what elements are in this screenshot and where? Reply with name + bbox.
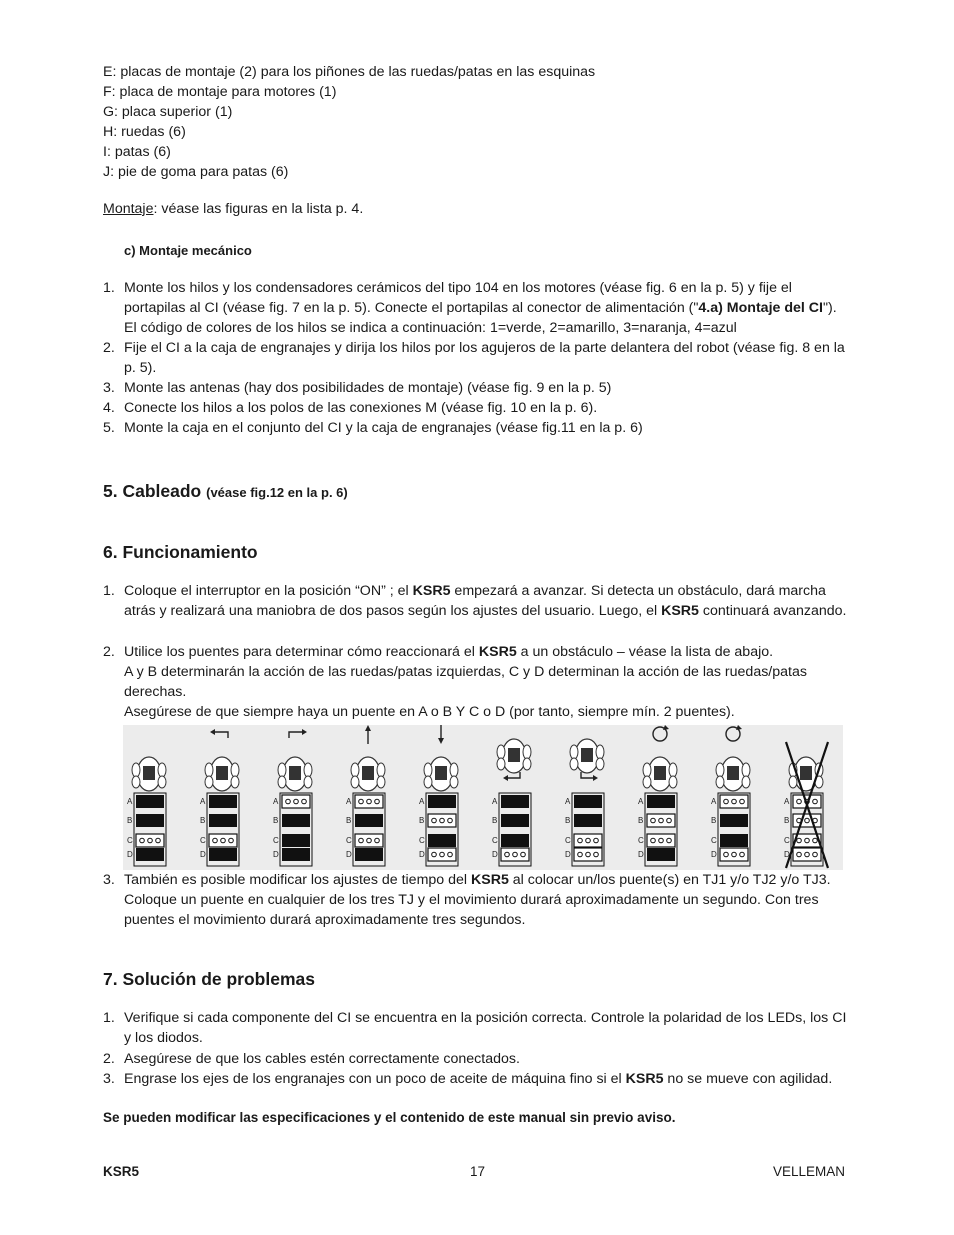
jumper-closed bbox=[574, 814, 602, 827]
jumper-label: D bbox=[492, 850, 498, 859]
robot-leg-icon bbox=[570, 758, 578, 770]
robot-leg-icon bbox=[742, 776, 750, 788]
robot-leg-icon bbox=[596, 758, 604, 770]
robot-leg-icon bbox=[643, 776, 651, 788]
subsection-title: c) Montaje mecánico bbox=[124, 243, 252, 258]
section-6-heading: 6. Funcionamiento bbox=[103, 542, 258, 562]
jumper-label: C bbox=[711, 836, 717, 845]
jumper-label: C bbox=[419, 836, 425, 845]
op-step-2: Utilice los puentes para determinar cómo reaccionará el KSR5 a un obstáculo – véase la lista de abajo. A y B determinarán la acción de las ruedas/patas izquierdas, C y D determinan la acción de las ruedas/patas derechas. Asegúrese de que siempre haya un puente en A o B Y C o D (por tanto, siempre mín. 2 puentes). bbox=[124, 644, 807, 720]
robot-leg-icon bbox=[158, 776, 166, 788]
jumper-open bbox=[574, 834, 602, 847]
robot-leg-icon bbox=[523, 758, 531, 770]
parts-item-j: J: pie de goma para patas (6) bbox=[103, 164, 289, 180]
jumper-label: C bbox=[565, 836, 571, 845]
montaje-label: Montaje bbox=[103, 201, 154, 217]
section-5-heading: 5. Cableado (véase fig.12 en la p. 6) bbox=[103, 481, 348, 501]
jumper-closed bbox=[136, 848, 164, 861]
op-step-3: También es posible modificar los ajustes de tiempo del KSR5 al colocar un/los puente(s) en TJ1 y/o TJ2 y/o TJ3. Coloque un puente en cualquier de los tres TJ y el movimiento durará aproximadamente un segundo. Con tres puentes el movimiento durará aproximadamente tres segundos. bbox=[124, 872, 831, 928]
step-number: 2. bbox=[103, 1051, 115, 1067]
robot-core-icon bbox=[581, 748, 593, 762]
jumper-closed bbox=[209, 848, 237, 861]
robot-leg-icon bbox=[205, 776, 213, 788]
jumper-open bbox=[720, 795, 748, 808]
jumper-closed bbox=[282, 814, 310, 827]
robot-leg-icon bbox=[351, 776, 359, 788]
jumper-label: A bbox=[638, 797, 644, 806]
jumper-label: B bbox=[784, 816, 790, 825]
jumper-closed bbox=[574, 795, 602, 808]
step-number: 1. bbox=[103, 280, 115, 296]
jumper-label: B bbox=[419, 816, 425, 825]
jumper-closed bbox=[209, 814, 237, 827]
jumper-closed bbox=[720, 814, 748, 827]
robot-leg-icon bbox=[716, 776, 724, 788]
jumper-label: D bbox=[127, 850, 133, 859]
robot-leg-icon bbox=[278, 763, 286, 777]
jumper-closed bbox=[355, 814, 383, 827]
jumper-label: C bbox=[784, 836, 790, 845]
jumper-label: A bbox=[784, 797, 790, 806]
step-number: 3. bbox=[103, 1071, 115, 1087]
jumper-label: A bbox=[273, 797, 279, 806]
jumper-label: D bbox=[200, 850, 206, 859]
jumper-closed bbox=[501, 814, 529, 827]
parts-item-g: G: placa superior (1) bbox=[103, 104, 233, 120]
robot-leg-icon bbox=[231, 776, 239, 788]
robot-leg-icon bbox=[158, 763, 166, 777]
robot-leg-icon bbox=[424, 763, 432, 777]
robot-leg-icon bbox=[596, 745, 604, 759]
jumper-closed bbox=[647, 848, 675, 861]
step-number: 3. bbox=[103, 380, 115, 396]
jumper-label: D bbox=[638, 850, 644, 859]
parts-item-h: H: ruedas (6) bbox=[103, 124, 186, 140]
jumper-label: A bbox=[492, 797, 498, 806]
step-number: 1. bbox=[103, 583, 115, 599]
jumper-label: B bbox=[273, 816, 279, 825]
jumper-label: A bbox=[419, 797, 425, 806]
step-number: 5. bbox=[103, 420, 115, 436]
step-number: 4. bbox=[103, 400, 115, 416]
jumper-label: C bbox=[273, 836, 279, 845]
jumper-open bbox=[501, 848, 529, 861]
jumper-label: D bbox=[273, 850, 279, 859]
jumper-closed bbox=[209, 795, 237, 808]
parts-item-f: F: placa de montaje para motores (1) bbox=[103, 84, 337, 100]
jumper-open bbox=[720, 848, 748, 861]
jumper-label: D bbox=[346, 850, 352, 859]
jumper-open bbox=[574, 848, 602, 861]
jumper-label: D bbox=[419, 850, 425, 859]
robot-core-icon bbox=[654, 766, 666, 780]
robot-core-icon bbox=[289, 766, 301, 780]
robot-core-icon bbox=[508, 748, 520, 762]
trouble-step-3: Engrase los ejes de los engranajes con un poco de aceite de máquina fino si el KSR5 no se mueve con agilidad. bbox=[124, 1071, 833, 1087]
jumper-open bbox=[647, 814, 675, 827]
robot-leg-icon bbox=[742, 763, 750, 777]
robot-leg-icon bbox=[377, 776, 385, 788]
jumper-closed bbox=[282, 848, 310, 861]
jumper-label: C bbox=[346, 836, 352, 845]
jumper-open bbox=[428, 848, 456, 861]
parts-item-e: E: placas de montaje (2) para los piñones de las ruedas/patas en las esquinas bbox=[103, 64, 596, 80]
robot-core-icon bbox=[143, 766, 155, 780]
footer-brand: VELLEMAN bbox=[773, 1164, 846, 1179]
robot-leg-icon bbox=[570, 745, 578, 759]
robot-leg-icon bbox=[789, 776, 797, 788]
jumper-closed bbox=[720, 834, 748, 847]
robot-core-icon bbox=[727, 766, 739, 780]
jumper-label: A bbox=[565, 797, 571, 806]
section-7-heading: 7. Solución de problemas bbox=[103, 969, 315, 989]
jumper-closed bbox=[136, 814, 164, 827]
robot-leg-icon bbox=[377, 763, 385, 777]
step-number: 2. bbox=[103, 340, 115, 356]
parts-item-i: I: patas (6) bbox=[103, 144, 171, 160]
robot-leg-icon bbox=[132, 763, 140, 777]
jumper-closed bbox=[355, 848, 383, 861]
jumper-label: C bbox=[492, 836, 498, 845]
jumper-open bbox=[647, 834, 675, 847]
robot-core-icon bbox=[435, 766, 447, 780]
robot-leg-icon bbox=[497, 758, 505, 770]
jumper-label: B bbox=[638, 816, 644, 825]
jumper-label: A bbox=[346, 797, 352, 806]
robot-core-icon bbox=[800, 766, 812, 780]
trouble-step-2: Asegúrese de que los cables estén correctamente conectados. bbox=[124, 1051, 520, 1067]
mech-step-3: Monte las antenas (hay dos posibilidades de montaje) (véase fig. 9 en la p. 5) bbox=[124, 380, 612, 396]
footer-page-number: 17 bbox=[470, 1164, 486, 1179]
robot-core-icon bbox=[216, 766, 228, 780]
jumper-closed bbox=[136, 795, 164, 808]
montaje-text: : véase las figuras en la lista p. 4. bbox=[153, 201, 364, 217]
jumper-label: B bbox=[346, 816, 352, 825]
mech-step-4: Conecte los hilos a los polos de las conexiones M (véase fig. 10 en la p. 6). bbox=[124, 400, 598, 416]
jumper-open bbox=[282, 795, 310, 808]
op-step-1: Coloque el interruptor en la posición “ON” ; el KSR5 empezará a avanzar. Si detecta un obstáculo, dará marcha atrás y realizará una maniobra de dos pasos según los ajustes del usuario. Luego, el KSR5 continuará avanzando. bbox=[124, 583, 847, 619]
jumper-label: A bbox=[200, 797, 206, 806]
robot-leg-icon bbox=[669, 763, 677, 777]
jumper-label: C bbox=[638, 836, 644, 845]
robot-leg-icon bbox=[716, 763, 724, 777]
jumper-label: A bbox=[711, 797, 717, 806]
jumper-label: C bbox=[127, 836, 133, 845]
jumper-closed bbox=[647, 795, 675, 808]
robot-core-icon bbox=[362, 766, 374, 780]
mech-step-2: Fije el CI a la caja de engranajes y dirija los hilos por los agujeros de la parte delantera del robot (véase fig. 8 en la p. 5). bbox=[124, 340, 845, 376]
jumper-label: B bbox=[492, 816, 498, 825]
robot-leg-icon bbox=[132, 776, 140, 788]
jumper-label: A bbox=[127, 797, 133, 806]
jumper-open bbox=[355, 834, 383, 847]
jumper-label: B bbox=[565, 816, 571, 825]
robot-leg-icon bbox=[424, 776, 432, 788]
jumper-label: D bbox=[565, 850, 571, 859]
mech-step-5: Monte la caja en el conjunto del CI y la caja de engranajes (véase fig.11 en la p. 6) bbox=[124, 420, 643, 436]
jumper-open bbox=[428, 814, 456, 827]
jumper-closed bbox=[428, 834, 456, 847]
jumper-label: B bbox=[711, 816, 717, 825]
robot-leg-icon bbox=[231, 763, 239, 777]
jumper-label: B bbox=[200, 816, 206, 825]
robot-leg-icon bbox=[304, 763, 312, 777]
trouble-step-1: Verifique si cada componente del CI se encuentra en la posición correcta. Controle la polaridad de los LEDs, los CI y los diodos. bbox=[124, 1010, 847, 1046]
step-number: 3. bbox=[103, 872, 115, 888]
robot-leg-icon bbox=[278, 776, 286, 788]
step-number: 2. bbox=[103, 644, 115, 660]
jumper-open bbox=[793, 814, 821, 827]
jumper-closed bbox=[428, 795, 456, 808]
jumper-label: D bbox=[711, 850, 717, 859]
robot-leg-icon bbox=[351, 763, 359, 777]
jumper-closed bbox=[501, 834, 529, 847]
robot-leg-icon bbox=[497, 745, 505, 759]
robot-leg-icon bbox=[669, 776, 677, 788]
robot-leg-icon bbox=[304, 776, 312, 788]
robot-leg-icon bbox=[450, 763, 458, 777]
robot-leg-icon bbox=[643, 763, 651, 777]
jumper-closed bbox=[282, 834, 310, 847]
step-number: 1. bbox=[103, 1010, 115, 1026]
jumper-label: C bbox=[200, 836, 206, 845]
jumper-label: D bbox=[784, 850, 790, 859]
jumper-label: B bbox=[127, 816, 133, 825]
footer-model: KSR5 bbox=[103, 1164, 140, 1179]
jumper-open bbox=[793, 848, 821, 861]
mech-step-1: Monte los hilos y los condensadores cerámicos del tipo 104 en los motores (véase fig. 6 en la p. 5) y fije el portapilas al CI (véase fig. 7 en la p. 5). Conecte el portapilas al conector de alimentación ("4.a) Montaje del CI"). El código de colores de los hilos se indica a continuación: 1=verde, 2=amarillo, 3=naranja, 4=azul bbox=[124, 280, 837, 336]
jumper-open bbox=[355, 795, 383, 808]
robot-leg-icon bbox=[450, 776, 458, 788]
jumper-closed bbox=[501, 795, 529, 808]
robot-leg-icon bbox=[523, 745, 531, 759]
jumper-settings-figure bbox=[123, 720, 843, 870]
robot-leg-icon bbox=[205, 763, 213, 777]
